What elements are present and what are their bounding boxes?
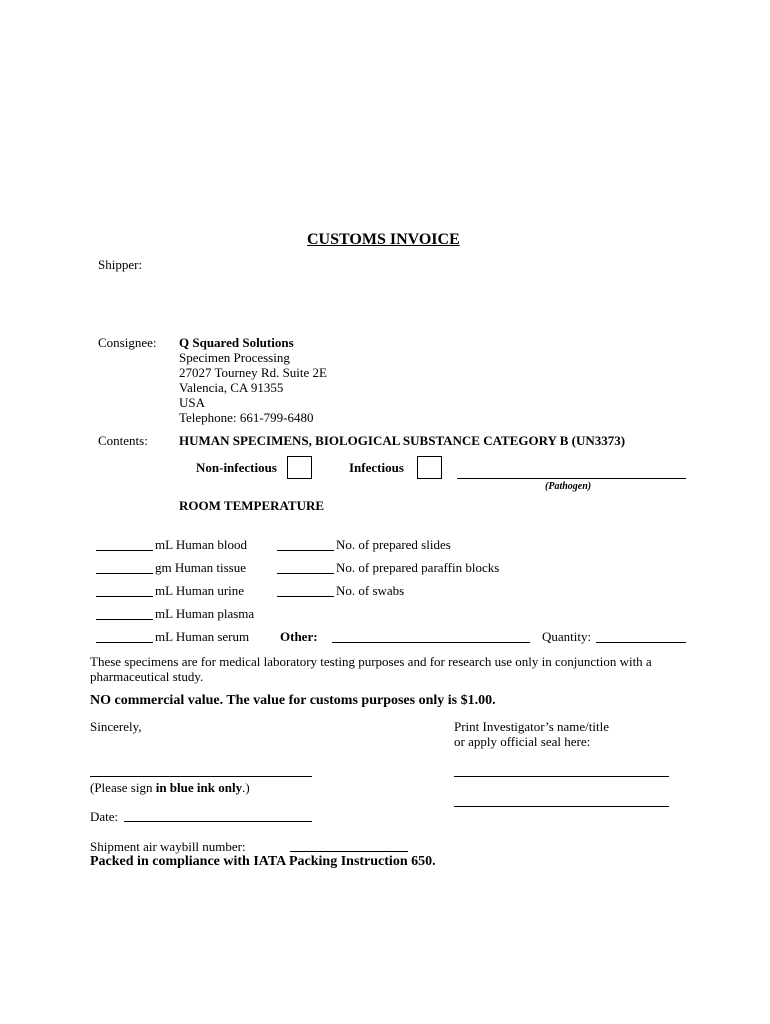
date-label: Date: [90, 809, 119, 824]
consignee-address-line: 27027 Tourney Rd. Suite 2E [179, 365, 327, 380]
specimen-label: mL Human blood [155, 537, 247, 552]
specimen-label: No. of prepared paraffin blocks [336, 560, 500, 575]
pathogen-label: (Pathogen) [545, 481, 592, 492]
specimen-label: mL Human urine [155, 583, 245, 598]
sign-note-prefix: (Please sign [90, 780, 156, 795]
paraffin-count-line[interactable] [277, 573, 334, 574]
blood-amount-line[interactable] [96, 550, 153, 551]
non-infectious-label: Non-infectious [196, 460, 277, 475]
specimen-label: gm Human tissue [155, 560, 246, 575]
serum-amount-line[interactable] [96, 642, 153, 643]
waybill-line[interactable] [290, 851, 408, 852]
contents-value: HUMAN SPECIMENS, BIOLOGICAL SUBSTANCE CATEGORY B (UN3373) [179, 433, 626, 448]
non-infectious-checkbox[interactable] [287, 456, 312, 479]
compliance-statement: Packed in compliance with IATA Packing Instruction 650. [90, 854, 436, 869]
other-line[interactable] [332, 642, 530, 643]
page-title: CUSTOMS INVOICE [307, 231, 460, 248]
investigator-instruction: Print Investigator’s name/title [454, 719, 610, 734]
swabs-count-line[interactable] [277, 596, 334, 597]
consignee-address-line: Specimen Processing [179, 350, 290, 365]
slides-count-line[interactable] [277, 550, 334, 551]
investigator-title-line[interactable] [454, 806, 669, 807]
consignee-address-line: USA [179, 395, 206, 410]
contents-label: Contents: [98, 433, 148, 448]
specimen-label: mL Human plasma [155, 606, 255, 621]
temperature-label: ROOM TEMPERATURE [179, 498, 325, 513]
sign-note [90, 780, 250, 795]
specimen-label: No. of prepared slides [336, 537, 451, 552]
urine-amount-line[interactable] [96, 596, 153, 597]
plasma-amount-line[interactable] [96, 619, 153, 620]
sign-note-suffix: .) [242, 780, 250, 795]
specimen-label: No. of swabs [336, 583, 405, 598]
consignee-name: Q Squared Solutions [179, 335, 294, 350]
quantity-label: Quantity: [542, 629, 592, 644]
sincerely-text: Sincerely, [90, 719, 142, 734]
infectious-label: Infectious [349, 460, 404, 475]
shipper-label: Shipper: [98, 257, 143, 272]
sign-note-emphasis: in blue ink only [155, 780, 243, 795]
signature-line[interactable] [90, 776, 312, 777]
quantity-line[interactable] [596, 642, 686, 643]
consignee-address-line: Valencia, CA 91355 [179, 380, 284, 395]
infectious-checkbox[interactable] [417, 456, 442, 479]
tissue-amount-line[interactable] [96, 573, 153, 574]
consignee-label: Consignee: [98, 335, 157, 350]
consignee-telephone: Telephone: 661-799-6480 [179, 410, 314, 425]
investigator-instruction: or apply official seal here: [454, 734, 591, 749]
purpose-text: These specimens are for medical laboratory testing purposes and for research use only in conjunction with a pharmaceutical study. [90, 654, 652, 684]
specimen-label: mL Human serum [155, 629, 250, 644]
value-statement: NO commercial value. The value for customs purposes only is $1.00. [90, 693, 496, 708]
investigator-name-line[interactable] [454, 776, 669, 777]
date-line[interactable] [124, 821, 312, 822]
waybill-label: Shipment air waybill number: [90, 839, 246, 854]
other-label: Other: [280, 629, 318, 644]
